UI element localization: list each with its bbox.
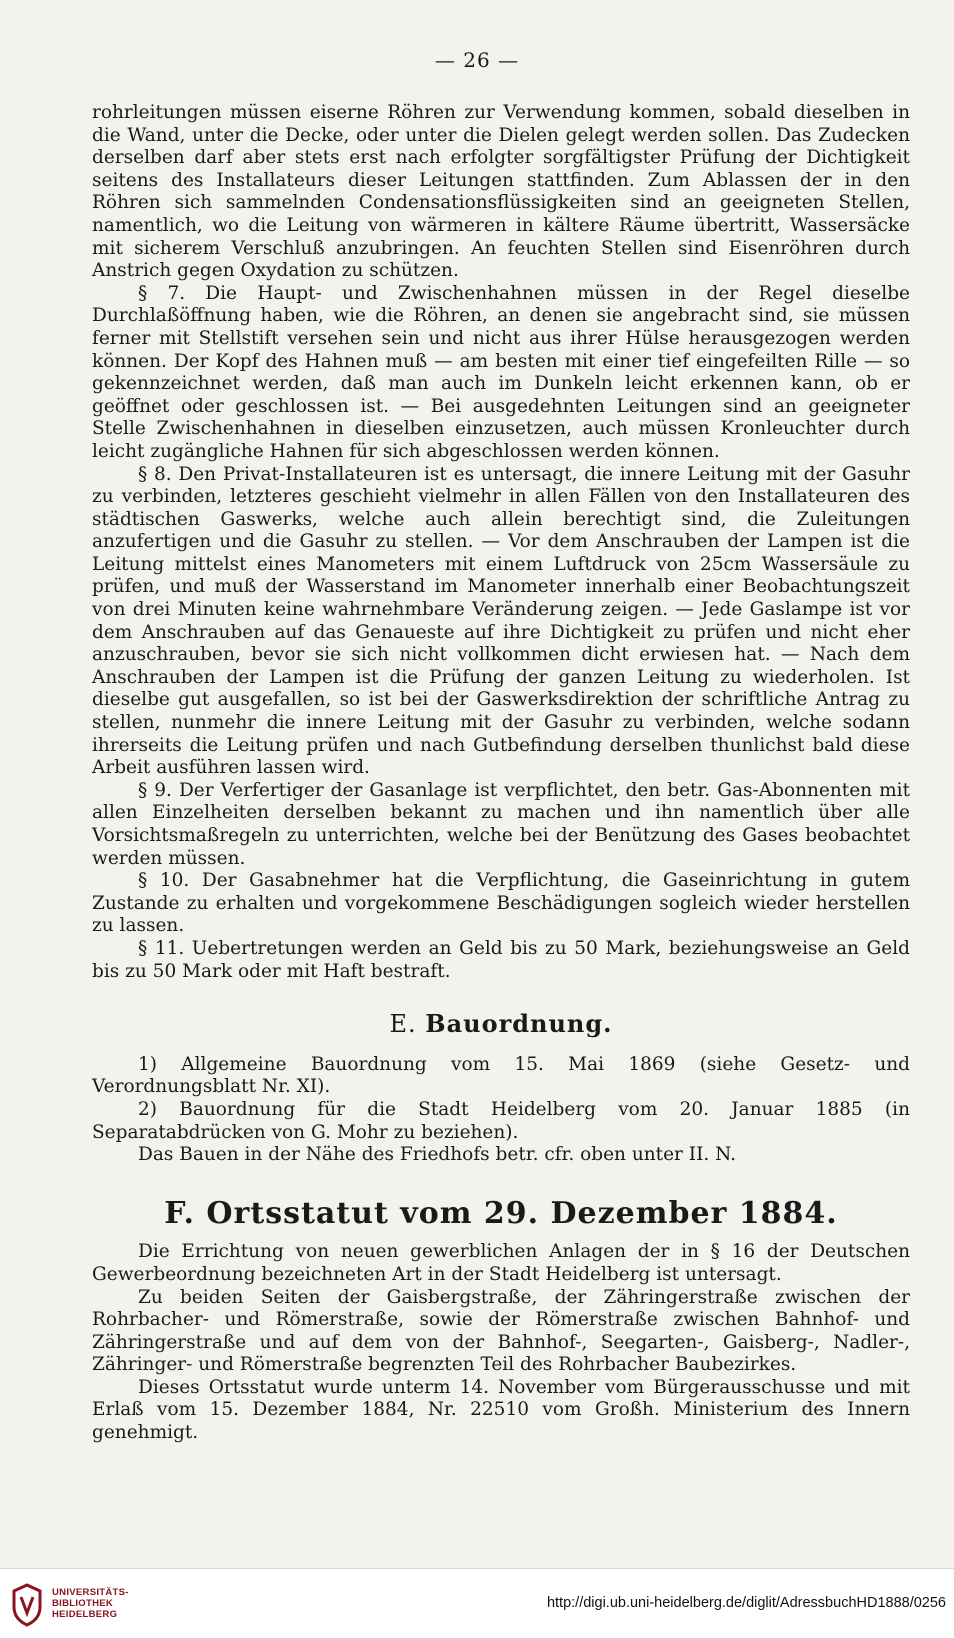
page-number: — 26 — <box>434 48 520 72</box>
ortsstatut-paragraph-1: Die Errichtung von neuen gewerblichen Anlagen der in § 16 der Deutschen Gewerbeordnung bezeichneten Art in der Stadt Heidelberg ist untersagt. <box>92 1241 910 1285</box>
logo-line-3: HEIDELBERG <box>52 1609 118 1620</box>
footer-bar <box>0 1568 954 1638</box>
heading-section-f <box>92 1195 910 1231</box>
document-body <box>92 102 910 1445</box>
bauordnung-item-1: 1) Allgemeine Bauordnung vom 15. Mai 1869 (siehe Gesetz- und Verordnungsblatt Nr. XI). <box>92 1053 910 1098</box>
paragraph-section-8: § 8. Den Privat-Installateuren ist es untersagt, die innere Leitung mit der Gasuhr zu verbinden, letzteres geschieht vielmehr in allen Fällen von den Installateuren des städtischen Gaswerks, welche auch allein berechtigt sind, die Zuleitungen anzufertigen und die Gasuhr zu stellen. — Vor dem Anschrauben der Lampen ist die Leitung mittelst eines Manometers mit einem Luftdruck von 25cm Wassersäule zu prüfen, und muß der Wasserstand im Manometer innerhalb einer Beobachtungszeit von drei Minuten keine wahrnehmbare Veränderung zeigen. — Jede Gaslampe ist vor dem Anschrauben auf das Genaueste auf ihre Dichtigkeit zu prüfen und nicht eher anzuschrauben, bevor sie sich nicht vollkommen dicht erwiesen hat. — Nach dem Anschrauben der Lampen ist die Prüfung der ganzen Leitung zu wiederholen. Ist dieselbe gut ausgefallen, so ist bei der Gaswerksdirektion der schriftliche Antrag zu stellen, nunmehr die innere Leitung mit der Gasuhr zu verbinden, welche sodann ihrerseits die Leitung prüfen und nach Gutbefindung derselben thunlichst bald diese Arbeit ausführen lassen wird. <box>92 463 910 779</box>
bauordnung-note: Das Bauen in der Nähe des Friedhofs betr. cfr. oben unter II. N. <box>138 1144 737 1166</box>
logo-line-2: BIBLIOTHEK <box>52 1598 114 1609</box>
source-url[interactable]: http://digi.ub.uni-heidelberg.de/diglit/AdressbuchHD1888/0256 <box>546 1595 946 1611</box>
heading-f-letter: F. <box>164 1195 195 1231</box>
paragraph-section-7: § 7. Die Haupt- und Zwischenhahnen müssen in der Regel dieselbe Durchlaßöffnung haben, wie die Röhren, an denen sie angebracht sind, sie müssen ferner mit Stellstift versehen sein und nicht aus ihrer Hülse herausgezogen werden können. Der Kopf des Hahnen muß — am besten mit einer tief eingefeilten Rille — so gekennzeichnet werden, daß man auch im Dunkeln leicht erkennen kann, ob er geöffnet oder geschlossen ist. — Bei ausgedehnten Leitungen sind an geeigneter Stelle Zwischenhahnen in dieselben einzusetzen, auch müssen Kronleuchter durch leicht zugängliche Hahnen für sich abgeschlossen werden können. <box>92 282 910 462</box>
university-seal-icon <box>10 1583 44 1627</box>
paragraph-continuation: rohrleitungen müssen eiserne Röhren zur Verwendung kommen, sobald dieselben in die Wand, unter die Decke, oder unter die Dielen gelegt werden sollen. Das Zudecken derselben darf aber stets erst nach erfolgter sorgfältigster Prüfung der Dichtigkeit seitens des Installateurs dieser Leitungen stattfinden. Zum Ablassen der in den Röhren sich sammelnden Condensationsflüssigkeiten sind an geeigneten Stellen, namentlich, wo die Leitung von wärmeren in kältere Räume übertritt, Wassersäcke mit sicherem Verschluß anzubringen. An feuchten Stellen sind Eisenröhren durch Anstrich gegen Oxydation zu schützen. <box>92 102 910 282</box>
paragraph-section-9: § 9. Der Verfertiger der Gasanlage ist verpflichtet, den betr. Gas-Abonnenten mit allen Einzelheiten derselben bekannt zu machen und ihn namentlich über alle Vorsichtsmaßregeln zu unterrichten, welche bei der Benützung des Gases beobachtet werden müssen. <box>92 779 910 869</box>
heading-e-title: Bauordnung. <box>425 1009 613 1039</box>
logo-line-1: UNIVERSITÄTS- <box>52 1587 129 1598</box>
library-logo-text <box>52 1587 129 1620</box>
heading-f-title: Ortsstatut vom 29. Dezember 1884. <box>206 1195 838 1231</box>
ortsstatut-paragraph-3: Dieses Ortsstatut wurde unterm 14. November vom Bürgerausschusse und mit Erlaß vom 15. Dezember 1884, Nr. 22510 vom Großh. Ministerium des Innern genehmigt. <box>92 1376 910 1444</box>
heading-e-letter: E. <box>389 1010 417 1039</box>
ortsstatut-paragraph-2: Zu beiden Seiten der Gaisbergstraße, der Zähringerstraße zwischen der Rohrbacher- und Römerstraße, sowie der Römerstraße zwischen Bahnhof- und Zähringerstraße und auf dem von der Bahnhof-, Seegarten-, Gaisberg-, Nadler-, Zähringer- und Römerstraße begrenzten Teil des Rohrbacher Baubezirkes. <box>92 1286 910 1376</box>
paragraph-section-10: § 10. Der Gasabnehmer hat die Verpflichtung, die Gaseinrichtung in gutem Zustande zu erhalten und vorgekommene Beschädigungen sogleich wieder herstellen zu lassen. <box>92 870 910 937</box>
paragraph-section-11: § 11. Uebertretungen werden an Geld bis zu 50 Mark, beziehungsweise an Geld bis zu 50 Mark oder mit Haft bestraft. <box>92 937 910 982</box>
heading-section-e <box>92 1009 910 1039</box>
bauordnung-item-2: 2) Bauordnung für die Stadt Heidelberg vom 20. Januar 1885 (in Separatabdrücken von G. Mohr zu beziehen). <box>92 1098 910 1143</box>
